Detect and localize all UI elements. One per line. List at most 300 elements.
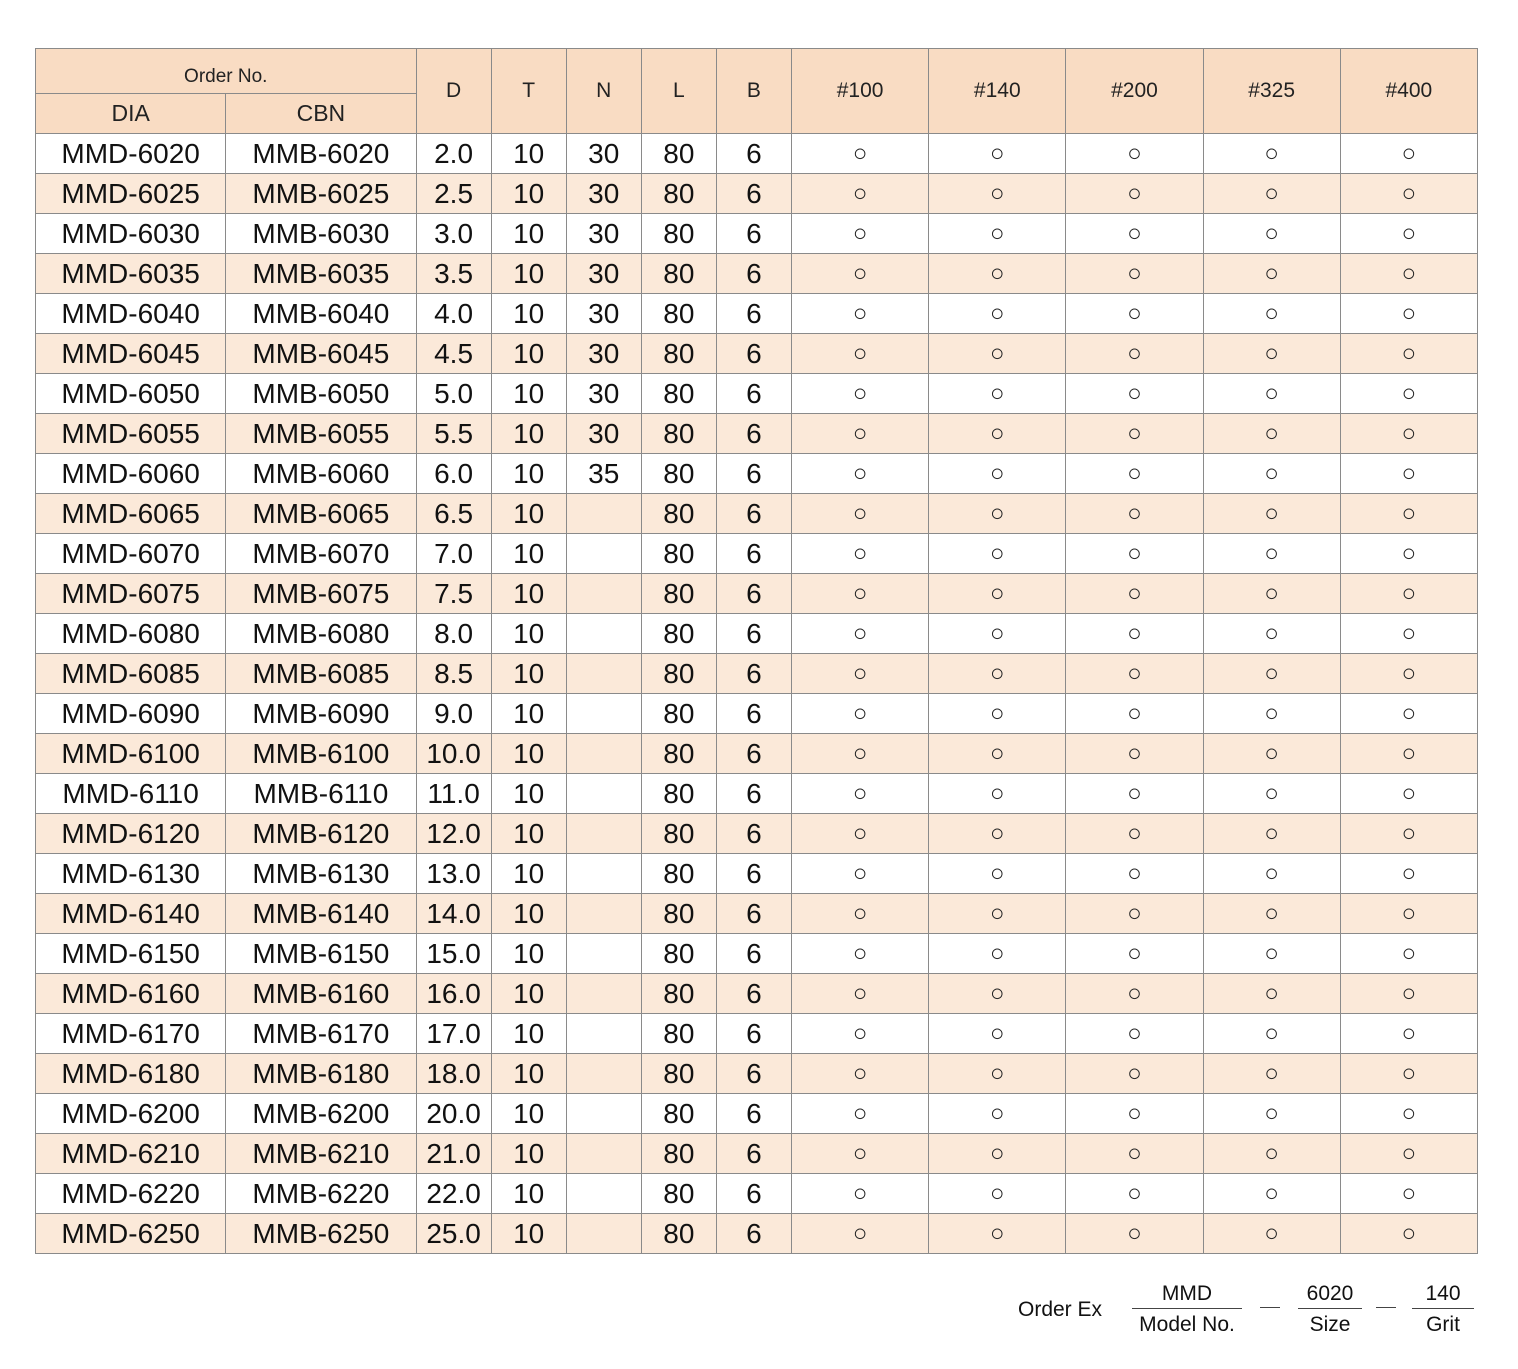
- cell-l: 80: [641, 374, 716, 414]
- cell-cbn: MMB-6025: [226, 174, 416, 214]
- cell-n: [566, 774, 641, 814]
- cell-t: 10: [491, 254, 566, 294]
- cell-t: 10: [491, 934, 566, 974]
- separator-dash: [1260, 1307, 1280, 1308]
- grit-100-available-icon: ○: [791, 1174, 928, 1214]
- cell-cbn: MMB-6035: [226, 254, 416, 294]
- cell-l: 80: [641, 774, 716, 814]
- cell-b: 6: [716, 1014, 791, 1054]
- grit-325-available-icon: ○: [1203, 654, 1340, 694]
- grit-400-available-icon: ○: [1340, 254, 1477, 294]
- cell-d: 7.5: [416, 574, 491, 614]
- grit-100-available-icon: ○: [791, 454, 928, 494]
- table-row: [36, 974, 1478, 1014]
- cell-l: 80: [641, 414, 716, 454]
- cell-dia: MMD-6100: [36, 734, 226, 774]
- order-part-caption: Grit: [1426, 1313, 1460, 1336]
- cell-l: 80: [641, 534, 716, 574]
- grit-400-available-icon: ○: [1340, 1214, 1477, 1254]
- grit-325-available-icon: ○: [1203, 134, 1340, 174]
- cell-cbn: MMB-6075: [226, 574, 416, 614]
- header-grit-400: #400: [1340, 49, 1477, 134]
- grit-325-available-icon: ○: [1203, 934, 1340, 974]
- cell-l: 80: [641, 694, 716, 734]
- cell-dia: MMD-6030: [36, 214, 226, 254]
- cell-d: 20.0: [416, 1094, 491, 1134]
- table-row: [36, 1134, 1478, 1174]
- cell-b: 6: [716, 414, 791, 454]
- cell-cbn: MMB-6080: [226, 614, 416, 654]
- header-grit-325: #325: [1203, 49, 1340, 134]
- cell-dia: MMD-6020: [36, 134, 226, 174]
- grit-140-available-icon: ○: [929, 174, 1066, 214]
- table-row: [36, 854, 1478, 894]
- table-row: [36, 734, 1478, 774]
- cell-n: [566, 694, 641, 734]
- grit-140-available-icon: ○: [929, 214, 1066, 254]
- order-part-value: 140: [1412, 1280, 1474, 1309]
- grit-325-available-icon: ○: [1203, 974, 1340, 1014]
- cell-d: 4.0: [416, 294, 491, 334]
- cell-t: 10: [491, 534, 566, 574]
- grit-325-available-icon: ○: [1203, 1214, 1340, 1254]
- grit-140-available-icon: ○: [929, 814, 1066, 854]
- grit-400-available-icon: ○: [1340, 454, 1477, 494]
- grit-325-available-icon: ○: [1203, 294, 1340, 334]
- cell-n: [566, 934, 641, 974]
- grit-325-available-icon: ○: [1203, 614, 1340, 654]
- cell-n: [566, 614, 641, 654]
- grit-325-available-icon: ○: [1203, 814, 1340, 854]
- grit-200-available-icon: ○: [1066, 414, 1203, 454]
- grit-140-available-icon: ○: [929, 974, 1066, 1014]
- cell-t: 10: [491, 774, 566, 814]
- cell-dia: MMD-6045: [36, 334, 226, 374]
- header-d: D: [416, 49, 491, 134]
- cell-b: 6: [716, 494, 791, 534]
- grit-100-available-icon: ○: [791, 974, 928, 1014]
- grit-140-available-icon: ○: [929, 1054, 1066, 1094]
- cell-b: 6: [716, 1054, 791, 1094]
- table-row: [36, 494, 1478, 534]
- cell-b: 6: [716, 1134, 791, 1174]
- table-row: [36, 1054, 1478, 1094]
- grit-140-available-icon: ○: [929, 1214, 1066, 1254]
- grit-200-available-icon: ○: [1066, 1094, 1203, 1134]
- grit-400-available-icon: ○: [1340, 1054, 1477, 1094]
- cell-l: 80: [641, 334, 716, 374]
- header-t: T: [491, 49, 566, 134]
- cell-n: [566, 1094, 641, 1134]
- table-row: [36, 414, 1478, 454]
- grit-325-available-icon: ○: [1203, 774, 1340, 814]
- cell-t: 10: [491, 494, 566, 534]
- grit-200-available-icon: ○: [1066, 814, 1203, 854]
- cell-n: [566, 494, 641, 534]
- grit-325-available-icon: ○: [1203, 1014, 1340, 1054]
- cell-l: 80: [641, 174, 716, 214]
- cell-cbn: MMB-6045: [226, 334, 416, 374]
- table-row: [36, 534, 1478, 574]
- order-part-model: [1132, 1280, 1242, 1339]
- cell-cbn: MMB-6160: [226, 974, 416, 1014]
- cell-cbn: MMB-6030: [226, 214, 416, 254]
- table-row: [36, 334, 1478, 374]
- cell-cbn: MMB-6100: [226, 734, 416, 774]
- grit-400-available-icon: ○: [1340, 974, 1477, 1014]
- grit-400-available-icon: ○: [1340, 294, 1477, 334]
- cell-n: 30: [566, 294, 641, 334]
- table-row: [36, 174, 1478, 214]
- cell-l: 80: [641, 1014, 716, 1054]
- grit-100-available-icon: ○: [791, 654, 928, 694]
- cell-b: 6: [716, 1174, 791, 1214]
- cell-t: 10: [491, 134, 566, 174]
- cell-t: 10: [491, 894, 566, 934]
- table-row: [36, 1014, 1478, 1054]
- cell-t: 10: [491, 374, 566, 414]
- header-order-no: Order No.: [36, 49, 417, 94]
- cell-b: 6: [716, 614, 791, 654]
- cell-l: 80: [641, 654, 716, 694]
- grit-400-available-icon: ○: [1340, 1174, 1477, 1214]
- cell-d: 2.0: [416, 134, 491, 174]
- cell-t: 10: [491, 1054, 566, 1094]
- table-row: [36, 894, 1478, 934]
- cell-dia: MMD-6065: [36, 494, 226, 534]
- grit-100-available-icon: ○: [791, 1054, 928, 1094]
- grit-400-available-icon: ○: [1340, 894, 1477, 934]
- grit-200-available-icon: ○: [1066, 974, 1203, 1014]
- order-example-label: Order Ex: [1018, 1298, 1103, 1321]
- cell-l: 80: [641, 1094, 716, 1134]
- grit-140-available-icon: ○: [929, 1134, 1066, 1174]
- grit-200-available-icon: ○: [1066, 254, 1203, 294]
- cell-l: 80: [641, 134, 716, 174]
- grit-200-available-icon: ○: [1066, 934, 1203, 974]
- cell-d: 22.0: [416, 1174, 491, 1214]
- grit-140-available-icon: ○: [929, 854, 1066, 894]
- cell-l: 80: [641, 454, 716, 494]
- cell-n: 30: [566, 414, 641, 454]
- cell-cbn: MMB-6040: [226, 294, 416, 334]
- cell-b: 6: [716, 814, 791, 854]
- cell-dia: MMD-6090: [36, 694, 226, 734]
- grit-325-available-icon: ○: [1203, 574, 1340, 614]
- grit-200-available-icon: ○: [1066, 654, 1203, 694]
- grit-140-available-icon: ○: [929, 454, 1066, 494]
- cell-t: 10: [491, 734, 566, 774]
- cell-cbn: MMB-6210: [226, 1134, 416, 1174]
- cell-n: [566, 1054, 641, 1094]
- cell-n: [566, 734, 641, 774]
- cell-d: 5.0: [416, 374, 491, 414]
- cell-dia: MMD-6050: [36, 374, 226, 414]
- cell-b: 6: [716, 774, 791, 814]
- grit-100-available-icon: ○: [791, 894, 928, 934]
- cell-b: 6: [716, 654, 791, 694]
- cell-t: 10: [491, 614, 566, 654]
- cell-l: 80: [641, 1214, 716, 1254]
- cell-cbn: MMB-6070: [226, 534, 416, 574]
- cell-n: [566, 974, 641, 1014]
- grit-100-available-icon: ○: [791, 614, 928, 654]
- grit-400-available-icon: ○: [1340, 734, 1477, 774]
- cell-n: 30: [566, 374, 641, 414]
- cell-t: 10: [491, 1014, 566, 1054]
- cell-dia: MMD-6025: [36, 174, 226, 214]
- grit-400-available-icon: ○: [1340, 654, 1477, 694]
- cell-cbn: MMB-6250: [226, 1214, 416, 1254]
- grit-140-available-icon: ○: [929, 534, 1066, 574]
- cell-b: 6: [716, 334, 791, 374]
- cell-d: 18.0: [416, 1054, 491, 1094]
- cell-cbn: MMB-6110: [226, 774, 416, 814]
- cell-dia: MMD-6160: [36, 974, 226, 1014]
- header-b: B: [716, 49, 791, 134]
- grit-200-available-icon: ○: [1066, 1214, 1203, 1254]
- cell-b: 6: [716, 1214, 791, 1254]
- grit-140-available-icon: ○: [929, 894, 1066, 934]
- separator-dash: [1376, 1307, 1396, 1308]
- grit-140-available-icon: ○: [929, 134, 1066, 174]
- grit-400-available-icon: ○: [1340, 174, 1477, 214]
- cell-b: 6: [716, 854, 791, 894]
- cell-l: 80: [641, 254, 716, 294]
- cell-dia: MMD-6220: [36, 1174, 226, 1214]
- cell-l: 80: [641, 854, 716, 894]
- cell-l: 80: [641, 814, 716, 854]
- cell-d: 21.0: [416, 1134, 491, 1174]
- grit-200-available-icon: ○: [1066, 534, 1203, 574]
- cell-d: 8.0: [416, 614, 491, 654]
- cell-l: 80: [641, 574, 716, 614]
- grit-100-available-icon: ○: [791, 1094, 928, 1134]
- cell-d: 6.0: [416, 454, 491, 494]
- grit-325-available-icon: ○: [1203, 734, 1340, 774]
- cell-b: 6: [716, 454, 791, 494]
- cell-n: [566, 654, 641, 694]
- grit-200-available-icon: ○: [1066, 294, 1203, 334]
- cell-dia: MMD-6140: [36, 894, 226, 934]
- cell-dia: MMD-6040: [36, 294, 226, 334]
- cell-dia: MMD-6170: [36, 1014, 226, 1054]
- grit-400-available-icon: ○: [1340, 534, 1477, 574]
- cell-dia: MMD-6070: [36, 534, 226, 574]
- cell-n: 30: [566, 174, 641, 214]
- grit-140-available-icon: ○: [929, 654, 1066, 694]
- grit-140-available-icon: ○: [929, 934, 1066, 974]
- order-part-size: [1298, 1280, 1362, 1339]
- cell-d: 6.5: [416, 494, 491, 534]
- cell-d: 4.5: [416, 334, 491, 374]
- cell-dia: MMD-6210: [36, 1134, 226, 1174]
- grit-100-available-icon: ○: [791, 574, 928, 614]
- cell-cbn: MMB-6020: [226, 134, 416, 174]
- cell-b: 6: [716, 214, 791, 254]
- cell-dia: MMD-6120: [36, 814, 226, 854]
- cell-t: 10: [491, 334, 566, 374]
- cell-t: 10: [491, 694, 566, 734]
- cell-l: 80: [641, 894, 716, 934]
- grit-325-available-icon: ○: [1203, 1054, 1340, 1094]
- table-header: [36, 49, 1478, 134]
- grit-325-available-icon: ○: [1203, 534, 1340, 574]
- grit-100-available-icon: ○: [791, 534, 928, 574]
- grit-140-available-icon: ○: [929, 1094, 1066, 1134]
- cell-cbn: MMB-6120: [226, 814, 416, 854]
- table-row: [36, 1174, 1478, 1214]
- cell-n: [566, 1014, 641, 1054]
- cell-t: 10: [491, 974, 566, 1014]
- cell-l: 80: [641, 494, 716, 534]
- cell-t: 10: [491, 454, 566, 494]
- grit-325-available-icon: ○: [1203, 1094, 1340, 1134]
- grit-100-available-icon: ○: [791, 734, 928, 774]
- cell-n: [566, 534, 641, 574]
- cell-b: 6: [716, 1094, 791, 1134]
- cell-l: 80: [641, 1134, 716, 1174]
- grit-200-available-icon: ○: [1066, 494, 1203, 534]
- grit-140-available-icon: ○: [929, 734, 1066, 774]
- grit-400-available-icon: ○: [1340, 1134, 1477, 1174]
- grit-200-available-icon: ○: [1066, 454, 1203, 494]
- table-row: [36, 774, 1478, 814]
- cell-n: [566, 854, 641, 894]
- cell-b: 6: [716, 894, 791, 934]
- grit-140-available-icon: ○: [929, 334, 1066, 374]
- grit-400-available-icon: ○: [1340, 694, 1477, 734]
- order-example: [1000, 1278, 1490, 1348]
- table-row: [36, 134, 1478, 174]
- cell-l: 80: [641, 294, 716, 334]
- cell-dia: MMD-6250: [36, 1214, 226, 1254]
- table-row: [36, 294, 1478, 334]
- cell-b: 6: [716, 254, 791, 294]
- cell-b: 6: [716, 174, 791, 214]
- cell-n: [566, 1174, 641, 1214]
- grit-100-available-icon: ○: [791, 374, 928, 414]
- cell-t: 10: [491, 654, 566, 694]
- grit-400-available-icon: ○: [1340, 574, 1477, 614]
- table-row: [36, 454, 1478, 494]
- cell-b: 6: [716, 574, 791, 614]
- cell-t: 10: [491, 814, 566, 854]
- table-row: [36, 214, 1478, 254]
- cell-t: 10: [491, 574, 566, 614]
- cell-l: 80: [641, 614, 716, 654]
- grit-400-available-icon: ○: [1340, 134, 1477, 174]
- cell-n: 30: [566, 254, 641, 294]
- header-grit-100: #100: [791, 49, 928, 134]
- grit-140-available-icon: ○: [929, 694, 1066, 734]
- cell-n: [566, 1214, 641, 1254]
- grit-325-available-icon: ○: [1203, 1134, 1340, 1174]
- cell-d: 9.0: [416, 694, 491, 734]
- grit-100-available-icon: ○: [791, 414, 928, 454]
- grit-200-available-icon: ○: [1066, 694, 1203, 734]
- header-grit-140: #140: [929, 49, 1066, 134]
- table-row: [36, 574, 1478, 614]
- grit-400-available-icon: ○: [1340, 214, 1477, 254]
- grit-140-available-icon: ○: [929, 254, 1066, 294]
- cell-n: [566, 894, 641, 934]
- grit-400-available-icon: ○: [1340, 334, 1477, 374]
- cell-n: [566, 1134, 641, 1174]
- grit-325-available-icon: ○: [1203, 214, 1340, 254]
- cell-d: 15.0: [416, 934, 491, 974]
- grit-400-available-icon: ○: [1340, 774, 1477, 814]
- cell-l: 80: [641, 934, 716, 974]
- spec-table: [35, 48, 1478, 1254]
- cell-cbn: MMB-6140: [226, 894, 416, 934]
- header-cbn: CBN: [226, 94, 416, 134]
- grit-100-available-icon: ○: [791, 1134, 928, 1174]
- grit-100-available-icon: ○: [791, 334, 928, 374]
- grit-140-available-icon: ○: [929, 1014, 1066, 1054]
- cell-b: 6: [716, 534, 791, 574]
- cell-cbn: MMB-6065: [226, 494, 416, 534]
- table-row: [36, 1094, 1478, 1134]
- grit-200-available-icon: ○: [1066, 174, 1203, 214]
- cell-dia: MMD-6130: [36, 854, 226, 894]
- cell-t: 10: [491, 854, 566, 894]
- cell-dia: MMD-6150: [36, 934, 226, 974]
- cell-cbn: MMB-6050: [226, 374, 416, 414]
- cell-dia: MMD-6085: [36, 654, 226, 694]
- grit-200-available-icon: ○: [1066, 1174, 1203, 1214]
- cell-d: 10.0: [416, 734, 491, 774]
- cell-b: 6: [716, 294, 791, 334]
- cell-b: 6: [716, 934, 791, 974]
- cell-t: 10: [491, 1094, 566, 1134]
- grit-325-available-icon: ○: [1203, 854, 1340, 894]
- cell-d: 14.0: [416, 894, 491, 934]
- cell-d: 16.0: [416, 974, 491, 1014]
- grit-400-available-icon: ○: [1340, 854, 1477, 894]
- grit-100-available-icon: ○: [791, 934, 928, 974]
- cell-b: 6: [716, 974, 791, 1014]
- grit-200-available-icon: ○: [1066, 774, 1203, 814]
- grit-325-available-icon: ○: [1203, 174, 1340, 214]
- cell-n: 30: [566, 334, 641, 374]
- cell-l: 80: [641, 974, 716, 1014]
- cell-cbn: MMB-6180: [226, 1054, 416, 1094]
- order-part-caption: Size: [1309, 1313, 1351, 1336]
- cell-d: 3.0: [416, 214, 491, 254]
- cell-cbn: MMB-6055: [226, 414, 416, 454]
- cell-dia: MMD-6080: [36, 614, 226, 654]
- cell-t: 10: [491, 1174, 566, 1214]
- grit-400-available-icon: ○: [1340, 374, 1477, 414]
- order-part-value: MMD: [1132, 1280, 1242, 1309]
- cell-cbn: MMB-6130: [226, 854, 416, 894]
- grit-100-available-icon: ○: [791, 1014, 928, 1054]
- order-part-grit: [1412, 1280, 1474, 1339]
- cell-d: 2.5: [416, 174, 491, 214]
- cell-l: 80: [641, 734, 716, 774]
- header-grit-200: #200: [1066, 49, 1203, 134]
- grit-325-available-icon: ○: [1203, 334, 1340, 374]
- cell-t: 10: [491, 1134, 566, 1174]
- cell-d: 12.0: [416, 814, 491, 854]
- grit-100-available-icon: ○: [791, 214, 928, 254]
- cell-cbn: MMB-6200: [226, 1094, 416, 1134]
- cell-t: 10: [491, 294, 566, 334]
- cell-cbn: MMB-6060: [226, 454, 416, 494]
- cell-n: 35: [566, 454, 641, 494]
- cell-dia: MMD-6110: [36, 774, 226, 814]
